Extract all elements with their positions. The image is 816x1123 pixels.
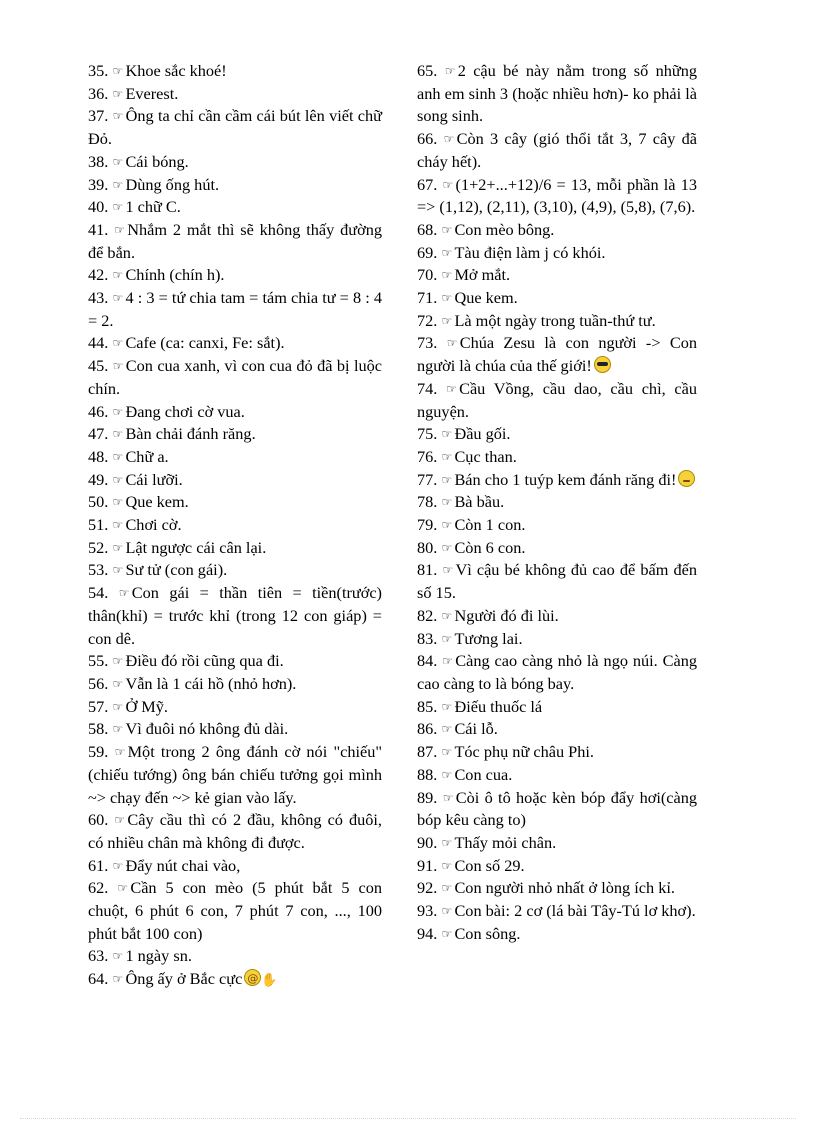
- pointing-hand-icon: ☞: [443, 132, 455, 147]
- answer-item: [417, 128, 697, 173]
- pointing-hand-icon: ☞: [446, 381, 457, 396]
- answer-number: 86.: [417, 719, 438, 739]
- answer-text: Cafe (ca: canxi, Fe: sắt).: [125, 333, 285, 353]
- answer-text: Còn 6 con.: [454, 537, 526, 557]
- answer-text: Con sông.: [454, 923, 521, 943]
- answer-item: [88, 741, 382, 809]
- answer-number: 87.: [417, 742, 438, 762]
- pointing-hand-icon: ☞: [441, 449, 453, 464]
- answer-item: [88, 60, 382, 83]
- answer-number: 79.: [417, 515, 438, 535]
- answer-item: [88, 446, 382, 469]
- pointing-hand-icon: ☞: [112, 972, 124, 987]
- answer-number: 36.: [88, 83, 109, 103]
- answer-text: Bán cho 1 tuýp kem đánh răng đi!: [454, 469, 677, 489]
- answer-text: Còi ô tô hoặc kèn bóp đẩy hơi(càng bóp kêu càng to): [417, 787, 697, 830]
- answer-item: [417, 537, 697, 560]
- answer-number: 45.: [88, 356, 109, 376]
- answer-item: [88, 469, 382, 492]
- answer-number: 89.: [417, 787, 438, 807]
- answer-item: [417, 696, 697, 719]
- pointing-hand-icon: ☞: [441, 518, 453, 533]
- answer-number: 35.: [88, 61, 109, 80]
- pointing-hand-icon: ☞: [112, 495, 124, 510]
- answer-text: Cần 5 con mèo (5 phút bắt 5 con chuột, 6 phút 6 con, 7 phút 7 con, ..., 100 phút bắt 100 con): [88, 878, 382, 943]
- answer-text: Người đó đi lùi.: [454, 605, 559, 625]
- answer-item: [88, 696, 382, 719]
- answer-number: 59.: [88, 742, 109, 762]
- answer-item: [417, 900, 697, 923]
- answer-number: 40.: [88, 197, 109, 217]
- answer-item: [417, 832, 697, 855]
- pointing-hand-icon: ☞: [112, 404, 124, 419]
- pointing-hand-icon: ☞: [112, 268, 124, 283]
- answer-item: [88, 401, 382, 424]
- answer-text: Que kem.: [454, 288, 518, 308]
- answer-text: Vẫn là 1 cái hồ (nhỏ hơn).: [125, 673, 297, 693]
- answer-number: 65.: [417, 61, 438, 80]
- answer-number: 52.: [88, 537, 109, 557]
- answer-text: Bàn chải đánh răng.: [125, 424, 256, 444]
- answer-number: 74.: [417, 378, 438, 398]
- answer-number: 58.: [88, 719, 109, 739]
- pointing-hand-icon: ☞: [118, 586, 130, 601]
- pointing-hand-icon: ☞: [441, 427, 453, 442]
- answer-number: 83.: [417, 628, 438, 648]
- answer-text: Ông ấy ở Bắc cực: [125, 969, 243, 989]
- pointing-hand-icon: ☞: [114, 813, 126, 828]
- answer-text: Điều đó rồi cũng qua đi.: [125, 651, 284, 671]
- answer-number: 38.: [88, 151, 109, 171]
- answer-number: 90.: [417, 832, 438, 852]
- answer-number: 55.: [88, 651, 109, 671]
- answer-number: 69.: [417, 242, 438, 262]
- answer-item: [417, 764, 697, 787]
- answer-number: 54.: [88, 583, 109, 603]
- answer-text: Chữ a.: [125, 446, 169, 466]
- answer-item: [417, 605, 697, 628]
- answer-item: [88, 945, 382, 968]
- answer-text: Ông ta chỉ cần cầm cái bút lên viết chữ Đỏ.: [88, 106, 382, 149]
- answer-number: 84.: [417, 651, 438, 671]
- answer-number: 66.: [417, 129, 438, 149]
- pointing-hand-icon: ☞: [112, 427, 124, 442]
- answer-item: [417, 310, 697, 333]
- answer-item: [88, 514, 382, 537]
- answer-item: [417, 650, 697, 695]
- answer-item: [88, 332, 382, 355]
- pointing-hand-icon: ☞: [112, 291, 124, 306]
- answer-list-right: [417, 60, 697, 945]
- answer-item: [88, 151, 382, 174]
- answer-text: Một trong 2 ông đánh cờ nói "chiếu" (chiếu tướng) ông bán chiếu tưởng gọi mình ~> chạy đến ~> kẻ gian vào lấy.: [88, 742, 382, 807]
- pointing-hand-icon: ☞: [112, 563, 124, 578]
- answer-item: [88, 83, 382, 106]
- answer-item: [417, 242, 697, 265]
- pointing-hand-icon: ☞: [112, 518, 124, 533]
- answer-item: [417, 423, 697, 446]
- answer-text: Con bài: 2 cơ (lá bài Tây-Tú lơ khơ).: [454, 901, 696, 921]
- pointing-hand-icon: ☞: [112, 177, 124, 192]
- answer-item: [417, 559, 697, 604]
- answer-number: 39.: [88, 174, 109, 194]
- answer-text: Chơi cờ.: [125, 515, 182, 535]
- answer-text: Cây cầu thì có 2 đầu, không có đuôi, có nhiều chân mà không đi được.: [88, 810, 382, 852]
- answer-number: 50.: [88, 492, 109, 512]
- answer-number: 57.: [88, 696, 109, 716]
- answer-number: 88.: [417, 764, 438, 784]
- pointing-hand-icon: ☞: [441, 268, 453, 283]
- pointing-hand-icon: ☞: [441, 313, 453, 328]
- answer-number: 56.: [88, 673, 109, 693]
- answer-number: 92.: [417, 878, 438, 898]
- answer-item: [417, 264, 697, 287]
- answer-text: Chúa Zesu là con người -> Con người là chúa của thế giới!: [417, 333, 697, 376]
- answer-item: [88, 537, 382, 560]
- answer-number: 61.: [88, 855, 109, 875]
- answer-number: 93.: [417, 901, 438, 921]
- answer-number: 44.: [88, 333, 109, 353]
- answer-text: Tàu điện làm j có khói.: [454, 242, 606, 262]
- pointing-hand-icon: ☞: [112, 154, 124, 169]
- answer-text: Càng cao càng nhỏ là ngọ núi. Càng cao càng to là bóng bay.: [417, 651, 697, 693]
- dizzy-face-icon: [244, 969, 261, 986]
- answer-item: [88, 582, 382, 650]
- answer-text: Cái bóng.: [125, 151, 189, 171]
- pointing-hand-icon: ☞: [117, 881, 129, 896]
- answer-text: Cục than.: [454, 446, 517, 466]
- answer-item: [88, 491, 382, 514]
- answer-item: [88, 219, 382, 264]
- answer-number: 37.: [88, 106, 109, 126]
- answer-number: 62.: [88, 878, 109, 898]
- answer-text: Nhắm 2 mắt thì sẽ không thấy đường để bắn.: [88, 219, 382, 262]
- answer-number: 81.: [417, 560, 438, 580]
- answer-text: Dùng ống hút.: [125, 174, 220, 194]
- pointing-hand-icon: ☞: [441, 291, 453, 306]
- answer-item: [417, 378, 697, 423]
- sunglasses-face-icon: [594, 356, 611, 373]
- answer-list-left: [88, 60, 382, 993]
- pointing-hand-icon: ☞: [441, 881, 453, 896]
- answer-number: 75.: [417, 424, 438, 444]
- answer-text: Là một ngày trong tuần-thứ tư.: [454, 310, 656, 330]
- answer-number: 47.: [88, 424, 109, 444]
- answer-number: 76.: [417, 446, 438, 466]
- answer-text: 4 : 3 = tứ chia tam = tám chia tư = 8 : 4 = 2.: [88, 288, 382, 330]
- pointing-hand-icon: ☞: [112, 722, 124, 737]
- answer-number: 67.: [417, 174, 438, 194]
- answer-text: Con số 29.: [454, 855, 525, 875]
- answer-number: 72.: [417, 310, 438, 330]
- answer-number: 49.: [88, 469, 109, 489]
- answer-item: [417, 877, 697, 900]
- answer-text: Tóc phụ nữ châu Phi.: [454, 742, 594, 762]
- answer-text: Đẩy nút chai vào,: [125, 855, 241, 875]
- answer-item: [88, 673, 382, 696]
- answer-text: Lật ngược cái cân lại.: [125, 537, 267, 557]
- answer-item: [417, 469, 697, 492]
- answer-text: Còn 3 cây (gió thổi tắt 3, 7 cây đã cháy hết).: [417, 129, 697, 171]
- answer-number: 82.: [417, 605, 438, 625]
- answer-number: 68.: [417, 219, 438, 239]
- pointing-hand-icon: ☞: [112, 540, 124, 555]
- pointing-hand-icon: ☞: [441, 540, 453, 555]
- waving-hand-icon: ✋: [261, 973, 278, 989]
- answer-item: [417, 219, 697, 242]
- answer-text: Còn 1 con.: [454, 515, 526, 535]
- pointing-hand-icon: ☞: [112, 699, 124, 714]
- answer-text: Everest.: [125, 83, 179, 103]
- answer-text: Chính (chín h).: [125, 265, 225, 285]
- pointing-hand-icon: ☞: [441, 245, 453, 260]
- answer-text: Con mèo bông.: [454, 219, 555, 239]
- answer-text: Con gái = thần tiên = tiền(trước) thân(khỉ) = trước khỉ (trong 12 con giáp) = con dê.: [88, 583, 382, 648]
- pointing-hand-icon: ☞: [442, 654, 454, 669]
- pointing-hand-icon: ☞: [112, 472, 124, 487]
- thinking-face-icon: [678, 470, 695, 487]
- answer-number: 63.: [88, 946, 109, 966]
- pointing-hand-icon: ☞: [442, 563, 454, 578]
- answer-text: Con người nhỏ nhất ở lòng ích kỉ.: [454, 878, 675, 898]
- answer-item: [88, 287, 382, 332]
- answer-text: 1 ngày sn.: [125, 946, 192, 966]
- answer-text: Vì đuôi nó không đủ dài.: [125, 719, 289, 739]
- answer-item: [417, 287, 697, 310]
- pointing-hand-icon: ☞: [112, 200, 124, 215]
- answer-item: [88, 968, 382, 993]
- answer-text: Vì cậu bé không đủ cao để bấm đến số 15.: [417, 560, 697, 603]
- answer-number: 60.: [88, 810, 109, 830]
- answer-number: 43.: [88, 288, 109, 308]
- answer-item: [88, 174, 382, 197]
- pointing-hand-icon: ☞: [112, 654, 124, 669]
- answer-number: 70.: [417, 265, 438, 285]
- pointing-hand-icon: ☞: [112, 64, 124, 78]
- pointing-hand-icon: ☞: [114, 222, 125, 237]
- answer-item: [417, 628, 697, 651]
- pointing-hand-icon: ☞: [442, 790, 454, 805]
- answer-item: [417, 514, 697, 537]
- page-bottom-divider: [20, 1118, 796, 1119]
- answer-item: [88, 877, 382, 945]
- answer-item: [417, 174, 697, 219]
- answer-item: [417, 491, 697, 514]
- answer-item: [88, 196, 382, 219]
- answer-text: Thấy mỏi chân.: [454, 832, 557, 852]
- answer-text: Sư tử (con gái).: [125, 560, 228, 580]
- answer-number: 80.: [417, 537, 438, 557]
- answer-number: 73.: [417, 333, 438, 353]
- pointing-hand-icon: ☞: [112, 359, 124, 374]
- pointing-hand-icon: ☞: [441, 926, 453, 941]
- answer-item: [417, 446, 697, 469]
- answer-number: 42.: [88, 265, 109, 285]
- pointing-hand-icon: ☞: [441, 472, 453, 487]
- pointing-hand-icon: ☞: [112, 109, 124, 124]
- answer-text: Khoe sắc khoé!: [125, 61, 227, 80]
- answer-text: Cầu Vồng, cầu dao, cầu chì, cầu nguyện.: [417, 378, 697, 421]
- pointing-hand-icon: ☞: [442, 177, 454, 192]
- answer-item: [417, 855, 697, 878]
- answer-item: [88, 809, 382, 854]
- answer-number: 48.: [88, 446, 109, 466]
- answer-text: 2 cậu bé này nằm trong số những anh em sinh 3 (hoặc nhiều hơn)- ko phải là song sinh.: [417, 61, 697, 126]
- pointing-hand-icon: ☞: [441, 835, 453, 850]
- pointing-hand-icon: ☞: [441, 495, 453, 510]
- answer-number: 53.: [88, 560, 109, 580]
- answer-item: [88, 264, 382, 287]
- answer-text: Con cua.: [454, 764, 513, 784]
- answer-number: 85.: [417, 696, 438, 716]
- pointing-hand-icon: ☞: [441, 745, 453, 760]
- answer-text: Cái lưỡi.: [125, 469, 183, 489]
- answer-text: Bà bầu.: [454, 492, 505, 512]
- answer-item: [417, 332, 697, 377]
- pointing-hand-icon: ☞: [441, 767, 453, 782]
- pointing-hand-icon: ☞: [446, 336, 458, 351]
- answer-item: [88, 718, 382, 741]
- pointing-hand-icon: ☞: [112, 858, 124, 873]
- answer-text: 1 chữ C.: [125, 197, 181, 217]
- pointing-hand-icon: ☞: [441, 699, 453, 714]
- pointing-hand-icon: ☞: [112, 676, 124, 691]
- answer-text: (1+2+...+12)/6 = 13, mỗi phần là 13 => (1,12), (2,11), (3,10), (4,9), (5,8), (7,6).: [417, 174, 697, 217]
- answer-number: 41.: [88, 219, 109, 239]
- answer-number: 91.: [417, 855, 438, 875]
- answer-item: [88, 559, 382, 582]
- answer-item: [417, 718, 697, 741]
- pointing-hand-icon: ☞: [114, 745, 126, 760]
- answer-number: 64.: [88, 969, 109, 989]
- pointing-hand-icon: ☞: [441, 608, 453, 623]
- answer-item: [88, 105, 382, 150]
- answer-text: Đang chơi cờ vua.: [125, 401, 245, 421]
- pointing-hand-icon: ☞: [441, 722, 453, 737]
- answer-text: Ở Mỹ.: [125, 696, 168, 716]
- pointing-hand-icon: ☞: [112, 949, 124, 964]
- answer-number: 94.: [417, 923, 438, 943]
- answer-text: Mở mắt.: [454, 265, 511, 285]
- answer-item: [88, 650, 382, 673]
- answer-text: Tương lai.: [454, 628, 523, 648]
- answer-number: 77.: [417, 469, 438, 489]
- answer-item: [417, 787, 697, 832]
- pointing-hand-icon: ☞: [444, 64, 456, 78]
- answer-item: [417, 923, 697, 946]
- answer-item: [417, 60, 697, 128]
- answer-number: 78.: [417, 492, 438, 512]
- answer-text: Đầu gối.: [454, 424, 511, 444]
- pointing-hand-icon: ☞: [441, 858, 453, 873]
- answer-number: 71.: [417, 288, 438, 308]
- answer-text: Cái lỗ.: [454, 719, 498, 739]
- answer-item: [88, 855, 382, 878]
- answer-text: Que kem.: [125, 492, 189, 512]
- answer-number: 46.: [88, 401, 109, 421]
- pointing-hand-icon: ☞: [112, 336, 124, 351]
- answer-item: [88, 355, 382, 400]
- answer-number: 51.: [88, 515, 109, 535]
- answer-item: [417, 741, 697, 764]
- pointing-hand-icon: ☞: [112, 86, 124, 101]
- answer-text: Con cua xanh, vì con cua đỏ đã bị luộc chín.: [88, 356, 382, 398]
- answer-item: [88, 423, 382, 446]
- pointing-hand-icon: ☞: [112, 449, 124, 464]
- pointing-hand-icon: ☞: [441, 631, 453, 646]
- pointing-hand-icon: ☞: [441, 222, 453, 237]
- pointing-hand-icon: ☞: [441, 904, 453, 919]
- answer-text: Điếu thuốc lá: [454, 696, 543, 716]
